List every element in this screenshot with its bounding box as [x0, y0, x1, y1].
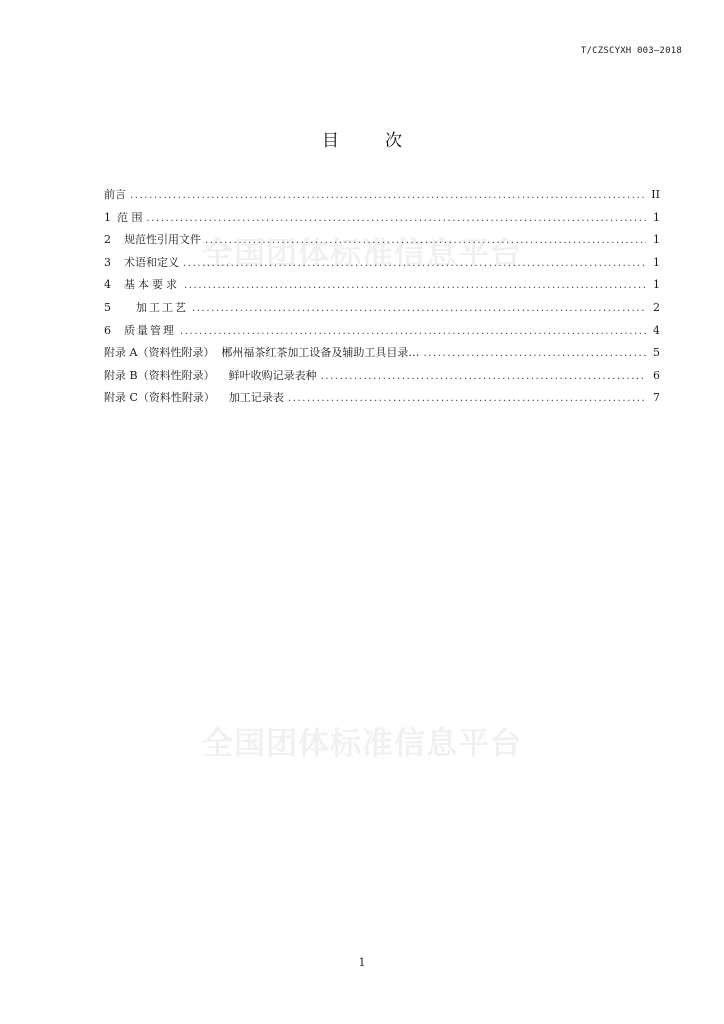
toc-leader-dots [321, 371, 646, 382]
toc-leader-dots [423, 348, 646, 359]
toc-entry-text: 附录 A（资料性附录） 郴州福茶红茶加工设备及辅助工具目录… [104, 346, 420, 360]
toc-entry-normative-references[interactable] [104, 231, 660, 254]
toc-entry-terms[interactable] [104, 254, 660, 277]
toc-leader-dots [180, 326, 646, 337]
toc-entry-page: 1 [653, 278, 660, 292]
toc-entry-scope[interactable] [104, 209, 660, 232]
watermark: 全国团体标准信息平台 [202, 236, 522, 272]
toc-entry-number: 6 [104, 323, 111, 337]
toc-leader-dots [183, 258, 646, 269]
toc-entry-text: 术语和定义 [124, 255, 179, 269]
toc-leader-dots [288, 393, 646, 404]
toc-leader-dots [205, 235, 646, 246]
toc-leader-dots [130, 190, 646, 201]
page-number: 1 [358, 956, 366, 969]
toc-entry-page: II [651, 188, 660, 201]
toc-entry-text: 前言 [104, 188, 126, 201]
toc-leader-dots [184, 280, 646, 291]
toc-entry-page: 7 [653, 391, 660, 405]
toc-entry-quality-management[interactable] [104, 322, 660, 345]
table-of-contents [104, 186, 660, 412]
toc-entry-annex-a[interactable] [104, 344, 660, 367]
toc-entry-text: 范 围 [117, 210, 143, 224]
toc-entry-page: 6 [653, 368, 660, 382]
toc-entry-text: 附录 B（资料性附录） 鲜叶收购记录表种 [104, 368, 317, 382]
toc-entry-text: 质量管理 [124, 323, 176, 337]
toc-entry-number: 5 [104, 300, 111, 314]
toc-leader-dots [147, 213, 647, 224]
document-code: T/CZSCYXH 003—2018 [580, 46, 682, 56]
toc-entry-page: 1 [653, 255, 660, 269]
toc-entry-page: 4 [653, 323, 660, 337]
toc-title-char-2: 次 [385, 131, 402, 151]
toc-title [0, 126, 724, 151]
toc-leader-dots [192, 303, 646, 314]
toc-entry-foreword[interactable] [104, 186, 660, 209]
toc-entry-basic-requirements[interactable] [104, 276, 660, 299]
toc-entry-processing[interactable] [104, 299, 660, 322]
toc-entry-number: 4 [104, 278, 111, 292]
watermark: 全国团体标准信息平台 [202, 726, 522, 762]
toc-entry-page: 2 [653, 300, 660, 314]
toc-entry-number: 2 [104, 233, 111, 247]
toc-entry-text: 附录 C（资料性附录） 加工记录表 [104, 391, 284, 405]
toc-entry-page: 5 [653, 346, 660, 360]
toc-entry-page: 1 [653, 233, 660, 247]
toc-title-char-1: 目 [322, 131, 339, 151]
toc-entry-page: 1 [653, 210, 660, 224]
toc-entry-text: 加工工艺 [136, 300, 188, 314]
toc-entry-annex-c[interactable] [104, 389, 660, 412]
toc-entry-number: 3 [104, 255, 111, 269]
toc-entry-annex-b[interactable] [104, 367, 660, 390]
toc-entry-number: 1 [104, 210, 111, 224]
toc-entry-text: 规范性引用文件 [124, 233, 201, 247]
toc-entry-text: 基本要求 [124, 278, 180, 292]
